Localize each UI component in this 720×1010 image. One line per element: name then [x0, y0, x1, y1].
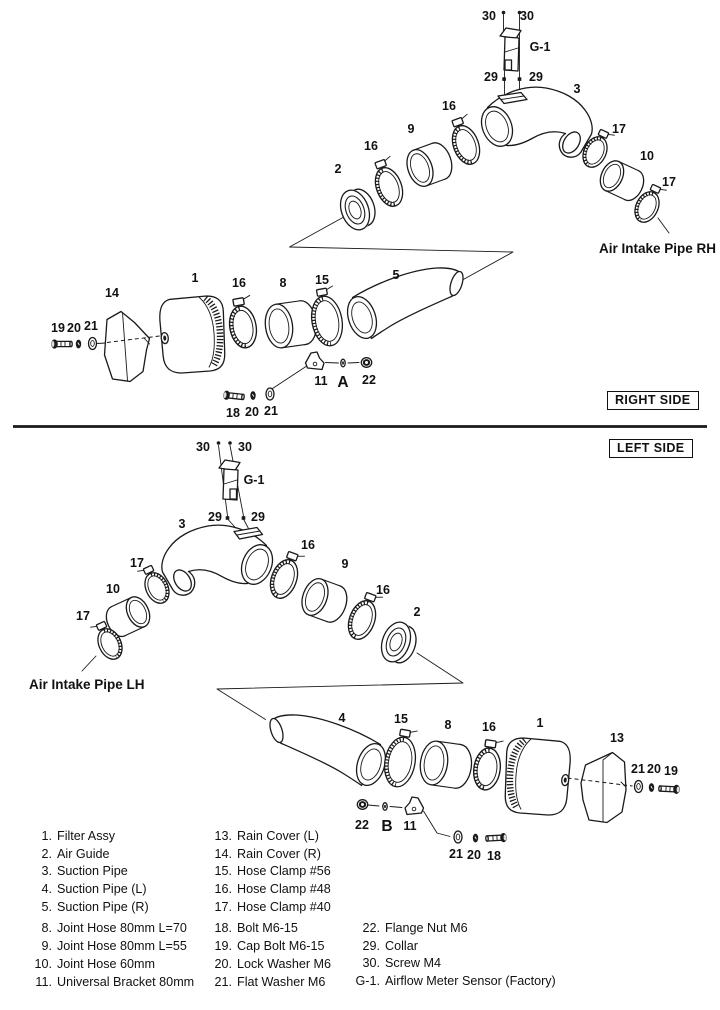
lh-flat-washer21-a	[635, 781, 643, 793]
part-number: 13.	[214, 829, 232, 843]
rh-lock-washer20-a	[76, 340, 81, 349]
left-side-badge: LEFT SIDE	[609, 439, 693, 458]
label-11: 11	[314, 374, 328, 388]
label-29: 29	[251, 510, 265, 524]
lh-bolt18	[486, 833, 507, 843]
parts-list-item	[206, 828, 331, 846]
label-21: 21	[264, 404, 278, 418]
rh-flange-nut22	[361, 358, 371, 368]
rh-flat-washer21-b	[266, 388, 274, 400]
rh-clamp16-b	[368, 156, 408, 210]
part-desc: Bolt M6-15	[237, 921, 298, 936]
label-15: 15	[394, 712, 408, 726]
parts-list-item	[28, 920, 194, 938]
label-1: 1	[536, 716, 544, 730]
lh-hose8	[418, 739, 475, 790]
part-desc: Air Guide	[57, 846, 110, 861]
lh-air-guide	[376, 618, 421, 668]
parts-list-item	[348, 955, 556, 973]
rh-airflow-meter-sensor	[500, 28, 521, 71]
label-10: 10	[640, 149, 654, 163]
label-3: 3	[178, 517, 186, 531]
label-20: 20	[245, 405, 259, 419]
rh-filter-assy	[157, 294, 229, 376]
rh-caption-leader	[658, 218, 669, 233]
label-view-b: B	[381, 818, 393, 835]
label-21: 21	[631, 762, 645, 776]
parts-list-item	[28, 863, 194, 881]
part-number: 15.	[214, 864, 232, 879]
part-number: 4.	[41, 882, 52, 897]
label-g1: G-1	[243, 473, 265, 487]
collar-icon	[226, 516, 230, 520]
lh-filter-assy	[501, 736, 573, 818]
part-desc: Filter Assy	[57, 829, 116, 843]
lh-suction-pipe-4	[267, 715, 390, 789]
rh-pointer-lines	[290, 216, 514, 281]
label-2: 2	[413, 605, 421, 619]
lh-flat-washer21-b	[454, 831, 462, 843]
part-number: 30.	[362, 956, 380, 971]
part-number: 22.	[362, 921, 380, 935]
label-16: 16	[482, 720, 496, 734]
parts-list-column-3	[348, 920, 556, 991]
label-16: 16	[442, 99, 456, 113]
lh-clamp15	[381, 726, 421, 789]
rh-hose8	[263, 299, 320, 350]
label-8: 8	[279, 276, 287, 290]
label-16: 16	[376, 583, 390, 597]
parts-list-item	[206, 974, 331, 992]
lh-caption-leader	[82, 656, 96, 671]
rh-hose9	[402, 139, 456, 190]
parts-list-item	[28, 899, 194, 917]
label-3: 3	[573, 82, 581, 96]
parts-list-column-2	[206, 828, 331, 991]
right-side-badge: RIGHT SIDE	[607, 391, 699, 410]
rh-clamp16-c	[225, 295, 260, 350]
parts-list-column-1	[28, 828, 194, 991]
label-14: 14	[105, 286, 119, 300]
label-11: 11	[403, 819, 417, 833]
screw-m4-icon	[217, 441, 221, 445]
lh-pointer-lines	[217, 653, 463, 720]
collar-icon	[242, 516, 246, 520]
parts-list-item	[28, 956, 194, 974]
part-number: 19.	[214, 939, 232, 954]
rh-small-washer	[341, 359, 345, 367]
lh-labels	[29, 440, 678, 863]
part-number: 9.	[41, 939, 52, 954]
parts-list-item	[206, 899, 331, 917]
part-desc: Cap Bolt M6-15	[237, 939, 325, 954]
parts-list-item	[348, 973, 556, 991]
rh-labels	[51, 9, 716, 420]
part-desc: Joint Hose 80mm L=70	[57, 921, 187, 936]
part-desc: Universal Bracket 80mm	[57, 974, 195, 989]
part-number: 16.	[214, 882, 232, 897]
label-30: 30	[520, 9, 534, 23]
part-number: 17.	[214, 899, 232, 914]
part-desc: Hose Clamp #40	[237, 899, 331, 914]
label-10: 10	[106, 582, 120, 596]
part-desc: Lock Washer M6	[237, 956, 332, 971]
rh-bolt18	[223, 390, 245, 401]
part-number: 5.	[41, 899, 52, 914]
part-desc: Rain Cover (R)	[237, 846, 321, 861]
label-16: 16	[301, 538, 315, 552]
part-desc: Flange Nut M6	[385, 921, 468, 935]
rh-flat-washer21-a	[89, 338, 97, 350]
label-17: 17	[130, 556, 144, 570]
parts-list-item	[206, 938, 331, 956]
label-18: 18	[226, 406, 240, 420]
parts-list-item	[348, 938, 556, 956]
label-15: 15	[315, 273, 329, 287]
lh-lock-washer20-b	[473, 834, 478, 843]
lh-clamp16-c	[471, 738, 504, 792]
label-g1: G-1	[529, 40, 551, 54]
lh-cap-bolt19	[659, 784, 680, 794]
screw-m4-icon	[228, 441, 232, 445]
part-desc: Hose Clamp #48	[237, 882, 331, 897]
label-17: 17	[76, 609, 90, 623]
part-number: 8.	[41, 921, 52, 936]
part-desc: Suction Pipe	[57, 864, 128, 879]
parts-list-item	[28, 938, 194, 956]
parts-list-item	[28, 974, 194, 992]
rh-lock-washer20-b	[250, 391, 255, 400]
parts-list-item	[28, 846, 194, 864]
part-number: 21.	[214, 974, 232, 989]
parts-list-item	[206, 956, 331, 974]
label-18: 18	[487, 849, 501, 863]
lh-suction-pipe-3	[162, 525, 278, 595]
part-number: 1.	[41, 829, 52, 843]
part-desc: Airflow Meter Sensor (Factory)	[385, 974, 556, 989]
rh-rain-cover14	[105, 312, 150, 382]
left-side-view	[29, 440, 680, 863]
collar-icon	[518, 77, 522, 81]
label-13: 13	[610, 731, 624, 745]
part-desc: Joint Hose 80mm L=55	[57, 939, 187, 954]
parts-list-item	[206, 881, 331, 899]
label-view-a: A	[337, 374, 349, 391]
part-number: G-1.	[355, 974, 380, 989]
parts-list-item	[206, 863, 331, 881]
label-8: 8	[444, 718, 452, 732]
lh-flange-nut22	[357, 800, 367, 810]
label-22: 22	[362, 373, 376, 387]
label-5: 5	[392, 268, 400, 282]
screw-m4-icon	[502, 11, 506, 15]
label-19: 19	[51, 321, 65, 335]
label-9: 9	[407, 122, 415, 136]
label-22: 22	[355, 818, 369, 832]
part-desc: Hose Clamp #56	[237, 864, 331, 879]
collar-icon	[502, 77, 506, 81]
rh-air-guide	[335, 184, 380, 234]
label-21: 21	[84, 319, 98, 333]
label-17: 17	[612, 122, 626, 136]
label-20: 20	[67, 321, 81, 335]
part-number: 3.	[41, 864, 52, 879]
part-number: 29.	[362, 938, 380, 953]
lh-clamp16-b	[343, 589, 383, 643]
air-intake-pipe-rh-caption: Air Intake Pipe RH	[598, 241, 716, 256]
part-desc: Screw M4	[385, 956, 441, 971]
label-29: 29	[484, 70, 498, 84]
label-1: 1	[191, 271, 199, 285]
label-30: 30	[482, 9, 496, 23]
label-30: 30	[238, 440, 252, 454]
air-intake-pipe-lh-caption: Air Intake Pipe LH	[29, 677, 145, 692]
lh-hose9	[297, 575, 351, 626]
label-20: 20	[467, 848, 481, 862]
rh-suction-pipe-5	[343, 268, 466, 342]
part-desc: Joint Hose 60mm	[57, 956, 155, 971]
label-30: 30	[196, 440, 210, 454]
lh-airflow-meter-sensor	[219, 460, 240, 500]
part-number: 2.	[41, 846, 52, 861]
label-2: 2	[334, 162, 342, 176]
part-number: 10.	[34, 956, 52, 971]
label-29: 29	[529, 70, 543, 84]
label-20: 20	[647, 762, 661, 776]
parts-list-item	[206, 846, 331, 864]
parts-list-item	[28, 828, 194, 846]
right-side-view	[51, 9, 716, 420]
part-number: 18.	[214, 921, 232, 936]
rh-cap-bolt19	[51, 339, 72, 348]
parts-list-item	[206, 920, 331, 938]
label-21: 21	[449, 847, 463, 861]
label-17: 17	[662, 175, 676, 189]
part-desc: Collar	[385, 938, 418, 953]
lh-lock-washer20-a	[649, 783, 654, 792]
part-desc: Suction Pipe (L)	[57, 882, 147, 897]
label-4: 4	[338, 711, 346, 725]
label-16: 16	[364, 139, 378, 153]
label-19: 19	[664, 764, 678, 778]
label-16: 16	[232, 276, 246, 290]
label-29: 29	[208, 510, 222, 524]
part-desc: Suction Pipe (R)	[57, 899, 149, 914]
part-desc: Rain Cover (L)	[237, 829, 319, 843]
lh-rain-cover13	[581, 753, 626, 823]
part-number: 14.	[214, 846, 232, 861]
part-number: 11.	[35, 974, 52, 989]
parts-list-item	[28, 881, 194, 899]
rh-suction-pipe-3	[476, 87, 592, 157]
label-9: 9	[341, 557, 349, 571]
part-desc: Flat Washer M6	[237, 974, 326, 989]
parts-list-item	[348, 920, 556, 938]
lh-small-washer	[383, 803, 387, 811]
part-number: 20.	[214, 956, 232, 971]
